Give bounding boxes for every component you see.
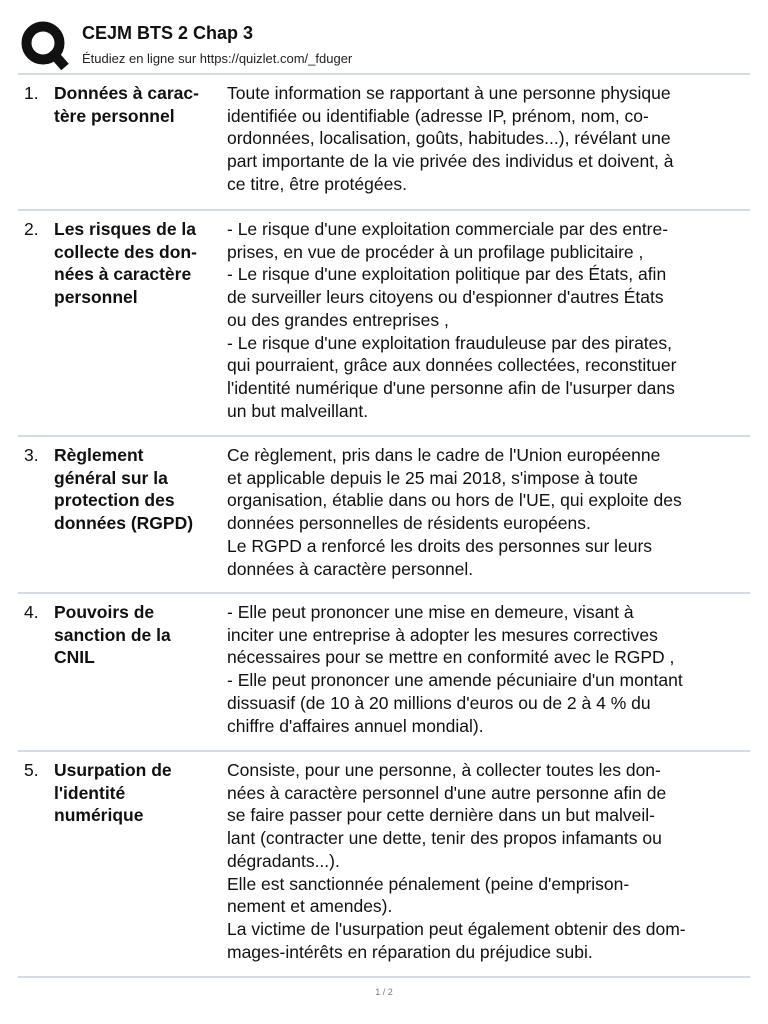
card-number: 2. — [24, 219, 39, 239]
page-title: CEJM BTS 2 Chap 3 — [82, 23, 254, 43]
page-number: 1 / 2 — [375, 987, 393, 997]
card-term: Pouvoirs de sanction de la CNIL — [54, 602, 171, 668]
card-number: 3. — [24, 445, 39, 465]
card-term: Données à carac- tère personnel — [54, 83, 199, 126]
header — [18, 18, 750, 70]
card-number: 5. — [24, 760, 39, 780]
card-definition: Consiste, pour une personne, à collecter toutes les don- nées à caractère personnel d'une autre personne afin de se faire passer pour cette dernière dans un but malveil- lant (contracter une dette, tenir des propos infamants ou dégradants...). Elle est sanctionnée pénalement (peine d'emprison- nement et amendes). La victime de l'usurpation peut également obtenir des dom- mages-intérêts en réparation du préjudice subi. — [227, 760, 686, 962]
card-term: Usurpation de l'identité numérique — [54, 760, 172, 826]
card-definition: - Elle peut prononcer une mise en demeure, visant à inciter une entreprise à adopter les mesures correctives nécessaires pour se mettre en conformité avec le RGPD , - Elle peut prononcer une amende pécuniaire d'un montant dissuasif (de 10 à 20 millions d'euros ou de 2 à 4 % du chiffre d'affaires annuel mondial). — [227, 602, 683, 736]
card-number: 4. — [24, 602, 39, 622]
card-term: Les risques de la collecte des don- nées à caractère personnel — [54, 219, 197, 308]
card-term: Règlement général sur la protection des données (RGPD) — [54, 445, 194, 534]
card-number: 1. — [24, 83, 39, 103]
card-5 — [18, 752, 750, 978]
card-3 — [18, 437, 750, 594]
card-list — [18, 75, 750, 978]
card-4 — [18, 594, 750, 752]
page-subtitle: Étudiez en ligne sur https://quizlet.com/_fduger — [82, 51, 353, 66]
quizlet-logo-icon — [18, 18, 72, 72]
card-definition: Toute information se rapportant à une personne physique identifiée ou identifiable (adresse IP, prénom, nom, co- ordonnées, localisation, goûts, habitudes...), révélant une part importante de la vie privée des individus et doivent, à ce titre, être protégées. — [227, 83, 674, 194]
card-definition: - Le risque d'une exploitation commerciale par des entre- prises, en vue de procéder à un profilage publicitaire , - Le risque d'une exploitation politique par des États, afin de surveiller leurs citoyens ou d'espionner d'autres États ou des grandes entreprises , - Le risque d'une exploitation frauduleuse par des pirates, qui pourraient, grâce aux données collectées, reconstituer l'identité numérique d'une personne afin de l'usurper dans un but malveillant. — [227, 219, 677, 421]
card-1 — [18, 75, 750, 211]
card-definition: Ce règlement, pris dans le cadre de l'Union européenne et applicable depuis le 25 mai 2018, s'impose à toute organisation, établie dans ou hors de l'UE, qui exploite des données personnelles de résidents européens. Le RGPD a renforcé les droits des personnes sur leurs données à caractère personnel. — [227, 445, 682, 579]
card-2 — [18, 211, 750, 437]
